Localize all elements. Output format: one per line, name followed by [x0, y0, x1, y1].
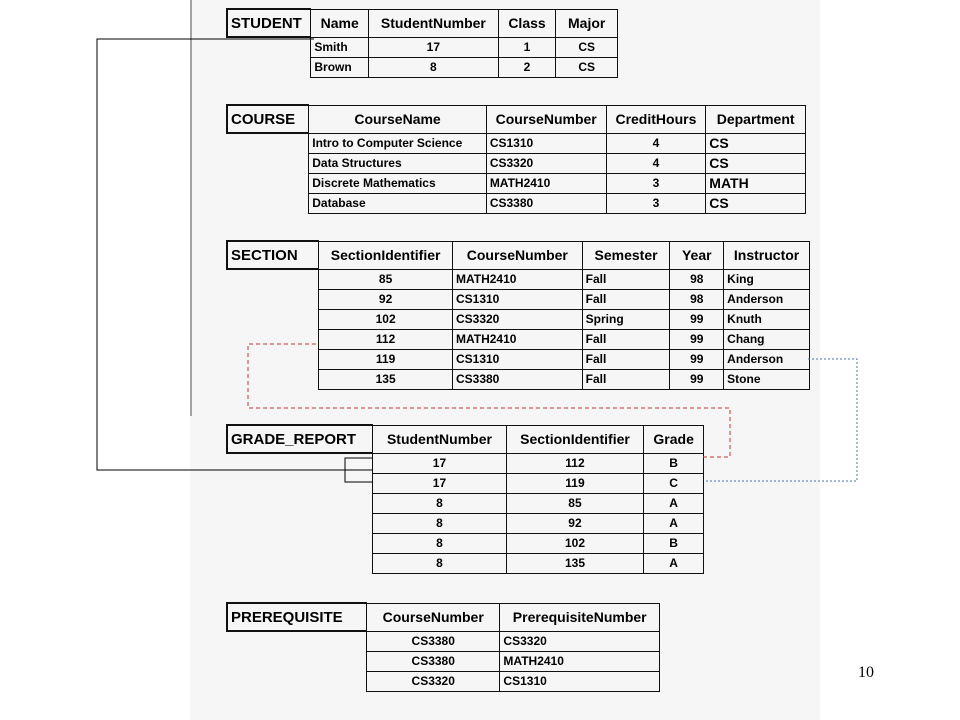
cell: 99: [670, 369, 724, 389]
cell: CS3380: [367, 631, 500, 651]
cell: A: [644, 493, 704, 513]
cell: MATH2410: [452, 329, 582, 349]
student-header-major: Major: [556, 9, 618, 37]
student-header-name: Name: [311, 9, 369, 37]
cell: C: [644, 473, 704, 493]
prerequisite-header-coursenumber: CourseNumber: [367, 603, 500, 631]
cell: MATH2410: [486, 173, 606, 193]
cell: Anderson: [724, 289, 810, 309]
cell: 8: [373, 533, 507, 553]
cell: CS: [706, 133, 806, 153]
section-header-coursenumber: CourseNumber: [452, 241, 582, 269]
cell: 102: [319, 309, 453, 329]
cell: Database: [309, 193, 487, 213]
cell: King: [724, 269, 810, 289]
cell: 99: [670, 329, 724, 349]
cell: 112: [506, 453, 644, 473]
cell: 85: [506, 493, 644, 513]
cell: 99: [670, 349, 724, 369]
cell: 102: [506, 533, 644, 553]
cell: 8: [373, 513, 507, 533]
student-number-link: [97, 39, 373, 470]
section-header-semester: Semester: [582, 241, 670, 269]
cell: 98: [670, 269, 724, 289]
cell: B: [644, 533, 704, 553]
cell: 135: [319, 369, 453, 389]
cell: 17: [373, 453, 507, 473]
cell: A: [644, 513, 704, 533]
cell: Fall: [582, 269, 670, 289]
cell: Chang: [724, 329, 810, 349]
cell: CS3380: [367, 651, 500, 671]
grade-report-header-grade: Grade: [644, 425, 704, 453]
cell: CS1310: [452, 349, 582, 369]
cell: A: [644, 553, 704, 573]
cell: B: [644, 453, 704, 473]
cell: 4: [606, 133, 706, 153]
cell: Intro to Computer Science: [309, 133, 487, 153]
cell: 99: [670, 309, 724, 329]
cell: MATH: [706, 173, 806, 193]
cell: 8: [369, 57, 499, 77]
cell: CS: [706, 153, 806, 173]
section-relation-name: SECTION: [227, 241, 319, 269]
cell: Smith: [311, 37, 369, 57]
cell: 8: [373, 553, 507, 573]
prerequisite-header-prerequisitenumber: PrerequisiteNumber: [500, 603, 660, 631]
grade-report-header-studentnumber: StudentNumber: [373, 425, 507, 453]
cell: Fall: [582, 369, 670, 389]
cell: Fall: [582, 349, 670, 369]
section-header-year: Year: [670, 241, 724, 269]
cell: CS3380: [452, 369, 582, 389]
cell: CS3320: [486, 153, 606, 173]
cell: Fall: [582, 289, 670, 309]
section-112-link: [248, 344, 730, 457]
cell: 92: [319, 289, 453, 309]
cell: CS: [706, 193, 806, 213]
cell: Spring: [582, 309, 670, 329]
cell: MATH2410: [452, 269, 582, 289]
cell: 98: [670, 289, 724, 309]
grade-report-relation-name: GRADE_REPORT: [227, 425, 373, 453]
cell: 3: [606, 173, 706, 193]
student-header-studentnumber: StudentNumber: [369, 9, 499, 37]
cell: Data Structures: [309, 153, 487, 173]
grade-report-header-sectionidentifier: SectionIdentifier: [506, 425, 644, 453]
cell: 17: [369, 37, 499, 57]
cell: MATH2410: [500, 651, 660, 671]
cell: CS3380: [486, 193, 606, 213]
cell: Fall: [582, 329, 670, 349]
course-relation-name: COURSE: [227, 105, 309, 133]
cell: 2: [498, 57, 556, 77]
cell: 3: [606, 193, 706, 213]
cell: CS1310: [452, 289, 582, 309]
cell: 85: [319, 269, 453, 289]
cell: CS: [556, 57, 618, 77]
cell: 92: [506, 513, 644, 533]
cell: Brown: [311, 57, 369, 77]
cell: 112: [319, 329, 453, 349]
section-119-link: [704, 359, 857, 481]
cell: CS: [556, 37, 618, 57]
student-header-class: Class: [498, 9, 556, 37]
course-header-credithours: CreditHours: [606, 105, 706, 133]
cell: 119: [319, 349, 453, 369]
cell: CS3320: [500, 631, 660, 651]
cell: CS3320: [367, 671, 500, 691]
cell: CS1310: [500, 671, 660, 691]
cell: Discrete Mathematics: [309, 173, 487, 193]
cell: 119: [506, 473, 644, 493]
course-header-coursename: CourseName: [309, 105, 487, 133]
course-header-department: Department: [706, 105, 806, 133]
cell: Anderson: [724, 349, 810, 369]
page-number: 10: [858, 664, 874, 681]
cell: Stone: [724, 369, 810, 389]
prerequisite-relation-name: PREREQUISITE: [227, 603, 367, 631]
section-header-instructor: Instructor: [724, 241, 810, 269]
cell: 8: [373, 493, 507, 513]
cell: 17: [373, 473, 507, 493]
cell: CS3320: [452, 309, 582, 329]
student-relation-name: STUDENT: [227, 9, 311, 37]
cell: 1: [498, 37, 556, 57]
cell: 135: [506, 553, 644, 573]
course-header-coursenumber: CourseNumber: [486, 105, 606, 133]
cell: CS1310: [486, 133, 606, 153]
cell: 4: [606, 153, 706, 173]
section-header-sectionidentifier: SectionIdentifier: [319, 241, 453, 269]
cell: Knuth: [724, 309, 810, 329]
